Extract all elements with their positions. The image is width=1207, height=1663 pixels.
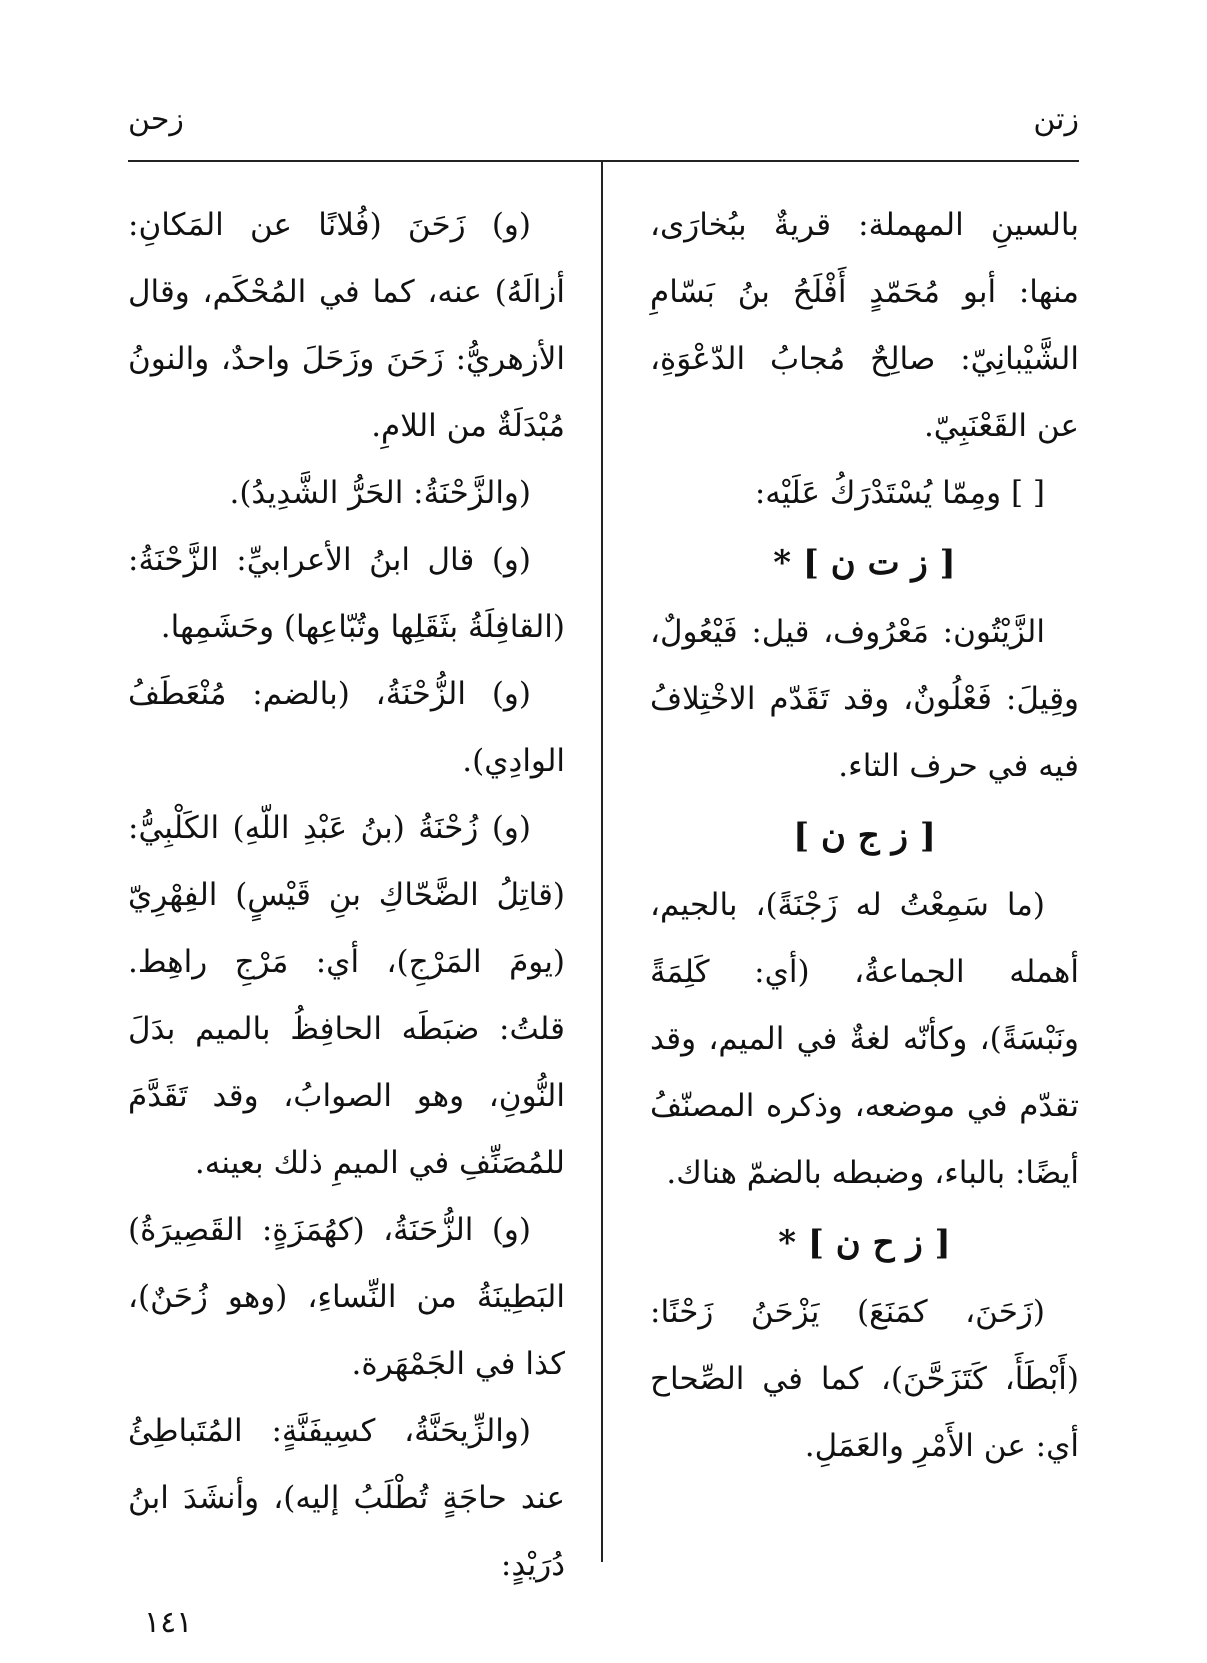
entry-paragraph: الزَّيْتُون: مَعْرُوف، قيل: فَيْعُولٌ، وقِيلَ: فَعْلُونٌ، وقد تَقَدّم الاخْتِلافُ فيه في حرف التاء. (650, 614, 1079, 784)
running-head-right: زتن (1033, 102, 1079, 137)
root-heading: [ ز ح ن ] * (778, 1223, 951, 1263)
root-heading: [ ز ج ن ] (793, 816, 936, 856)
header-rule (128, 160, 1079, 162)
entry-paragraph: (و) قال ابنُ الأعرابيِّ: الزَّحْنَةُ: (القافِلَةُ بثَقَلِها وتُبّاعِها) وحَشَمِها. (128, 542, 565, 645)
page-number: ١٤١ (144, 1605, 193, 1640)
entry-paragraph: بالسينِ المهملة: قريةٌ ببُخارَى، منها: أبو مُحَمّدٍ أَفْلَحُ بنُ بَسّامِ الشَّيْبانِيّ: صالِحٌ مُجابُ الدّعْوَةِ، عن القَعْنَبِيّ. (650, 207, 1079, 444)
left-column (128, 192, 565, 1599)
column-divider (601, 162, 603, 1562)
entry-paragraph: (و) زُحْنَةُ (بنُ عَبْدِ اللّهِ) الكَلْبِيُّ: (قاتِلُ الضَّحّاكِ بنِ قَيْسٍ) الفِهْرِيّ (يومَ المَرْجِ)، أي: مَرْجِ راهِط. قلتُ: ضبَطَه الحافِظُ بالميم بدَلَ النُّونِ، وهو الصوابُ، وقد تَقَدَّمَ للمُصَنِّفِ في الميمِ ذلك بعينه. (128, 810, 565, 1181)
entry-paragraph: (و) الزُّحْنَةُ، (بالضم: مُنْعَطَفُ الوادِي). (128, 676, 565, 779)
entry-paragraph: (و) الزُّحَنَةُ، (كهُمَزَةٍ: القَصِيرَةُ) البَطِينَةُ من النِّساءِ، (وهو زُحَنٌ)، كذا في الجَمْهَرة. (128, 1212, 565, 1382)
entry-paragraph: [ ] ومِمّا يُسْتَدْرَكُ عَلَيْه: (754, 475, 1045, 511)
entry-paragraph: (ما سَمِعْتُ له زَجْنَةً)، بالجيم، أهمله الجماعةُ، (أي: كَلِمَةً ونَبْسَةً)، وكأنّه لغةٌ في الميم، وقد تقدّم في موضعه، وذكره المصنّفُ أيضًا: بالباء، وضبطه بالضمّ هناك. (650, 887, 1079, 1191)
running-head-left: زحن (128, 102, 184, 137)
entry-paragraph: (والزَّحْنَةُ: الحَرُّ الشَّدِيدُ). (229, 475, 531, 511)
entry-paragraph: (زَحَنَ، كمَنَعَ) يَزْحَنُ زَحْنًا: (أَبْطَأَ، كَتَزَحَّنَ)، كما في الصِّحاح أي: عن الأَمْرِ والعَمَلِ. (650, 1294, 1079, 1464)
entry-paragraph: (و) زَحَنَ (فُلانًا عن المَكانِ: أزالَهُ) عنه، كما في المُحْكَم، وقال الأزهريُّ: زَحَنَ وزَحَلَ واحدٌ، والنونُ مُبْدَلَةٌ من اللامِ. (128, 207, 565, 444)
right-column (650, 192, 1079, 1480)
entry-paragraph: (والزِّيحَنَّةُ، كسِيفَنَّةٍ: المُتَباطِئُ عند حاجَةٍ تُطْلَبُ إليه)، وأنشَدَ ابنُ دُرَيْدٍ: (128, 1413, 565, 1583)
root-heading: [ ز ت ن ] * (773, 543, 956, 583)
